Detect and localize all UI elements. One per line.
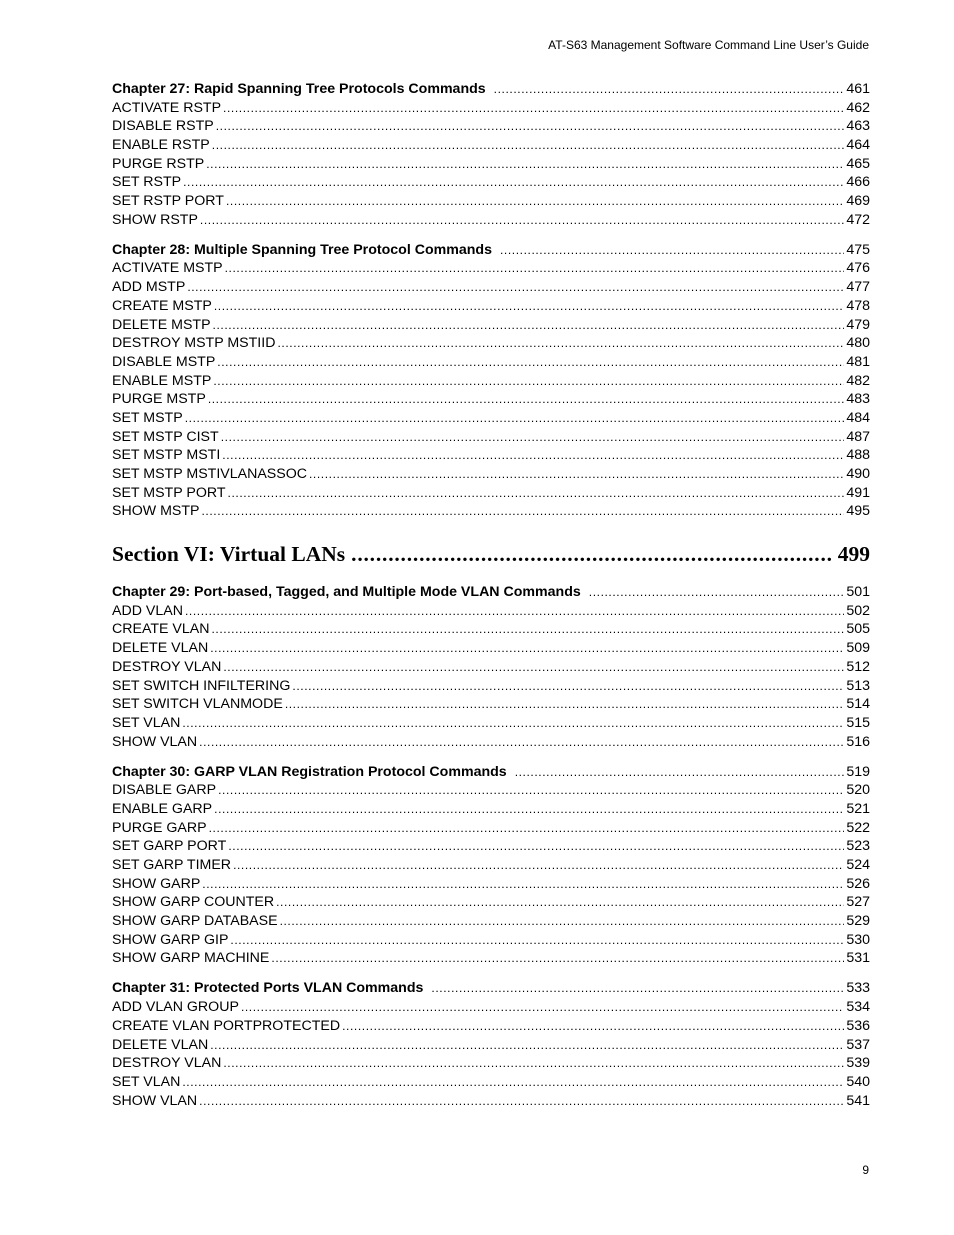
toc-entry[interactable] bbox=[112, 99, 870, 118]
entry-page: 482 bbox=[846, 372, 870, 389]
dot-leader bbox=[233, 856, 844, 875]
entry-page: 491 bbox=[846, 484, 870, 501]
entry-title: DELETE VLAN bbox=[112, 640, 209, 657]
dot-leader bbox=[185, 409, 845, 428]
toc-entry[interactable] bbox=[112, 409, 870, 428]
entry-title: SHOW VLAN bbox=[112, 1092, 198, 1109]
toc-entry[interactable] bbox=[112, 278, 870, 297]
entry-title: SHOW GARP COUNTER bbox=[112, 894, 275, 911]
section-title: Section VI: Virtual LANs bbox=[112, 542, 346, 567]
toc-entry[interactable] bbox=[112, 677, 870, 696]
entry-page: 462 bbox=[846, 99, 870, 116]
dot-leader bbox=[228, 484, 845, 503]
dot-leader bbox=[225, 259, 845, 278]
entry-page: 514 bbox=[846, 696, 870, 713]
dot-leader bbox=[500, 241, 844, 260]
dot-leader bbox=[212, 136, 845, 155]
toc-chapter-heading[interactable] bbox=[112, 241, 870, 260]
dot-leader bbox=[351, 533, 832, 575]
entry-title: ENABLE RSTP bbox=[112, 137, 210, 154]
dot-leader bbox=[202, 502, 845, 521]
toc-entry[interactable] bbox=[112, 781, 870, 800]
entry-page: 505 bbox=[846, 621, 870, 638]
entry-page: 541 bbox=[846, 1092, 870, 1109]
dot-leader bbox=[216, 117, 845, 136]
chapter-title: Chapter 27: Rapid Spanning Tree Protocols Commands bbox=[112, 81, 486, 97]
entry-page: 464 bbox=[846, 137, 870, 154]
toc-entry[interactable] bbox=[112, 297, 870, 316]
entry-page: 520 bbox=[846, 782, 870, 799]
toc-entry[interactable] bbox=[112, 931, 870, 950]
chapter-page: 475 bbox=[846, 241, 870, 258]
toc-entry[interactable] bbox=[112, 465, 870, 484]
toc-entry[interactable] bbox=[112, 155, 870, 174]
entry-title: CREATE MSTP bbox=[112, 297, 212, 314]
entry-page: 490 bbox=[846, 466, 870, 483]
entry-page: 513 bbox=[846, 677, 870, 694]
entry-page: 469 bbox=[846, 193, 870, 210]
entry-title: SET MSTP bbox=[112, 409, 183, 426]
entry-title: ADD VLAN bbox=[112, 602, 183, 619]
toc-chapter-heading[interactable] bbox=[112, 763, 870, 782]
dot-leader bbox=[342, 1017, 844, 1036]
dot-leader bbox=[223, 99, 844, 118]
toc-entry[interactable] bbox=[112, 620, 870, 639]
dot-leader bbox=[182, 1073, 844, 1092]
toc-entry[interactable] bbox=[112, 819, 870, 838]
chapter-title: Chapter 31: Protected Ports VLAN Commands bbox=[112, 980, 424, 997]
toc-chapter-heading[interactable] bbox=[112, 979, 870, 998]
dot-leader bbox=[285, 695, 845, 714]
toc-chapter-heading[interactable] bbox=[112, 80, 870, 99]
dot-leader bbox=[199, 733, 844, 752]
dot-leader bbox=[309, 465, 844, 484]
dot-leader bbox=[209, 819, 845, 838]
entry-title: PURGE GARP bbox=[112, 819, 207, 836]
entry-page: 524 bbox=[846, 857, 870, 874]
entry-page: 531 bbox=[846, 950, 870, 967]
dot-leader bbox=[276, 893, 844, 912]
entry-title: SHOW VLAN bbox=[112, 733, 198, 750]
dot-leader bbox=[182, 714, 844, 733]
toc-entry[interactable] bbox=[112, 893, 870, 912]
toc-entry[interactable] bbox=[112, 173, 870, 192]
entry-title: SET SWITCH INFILTERING bbox=[112, 677, 291, 694]
toc-entry[interactable] bbox=[112, 484, 870, 503]
entry-page: 472 bbox=[846, 211, 870, 228]
toc-entry[interactable] bbox=[112, 837, 870, 856]
dot-leader bbox=[212, 620, 845, 639]
dot-leader bbox=[271, 949, 844, 968]
dot-leader bbox=[223, 658, 844, 677]
toc-entry[interactable] bbox=[112, 353, 870, 372]
entry-title: SHOW MSTP bbox=[112, 503, 200, 520]
dot-leader bbox=[494, 80, 845, 99]
entry-title: DESTROY MSTP MSTIID bbox=[112, 335, 276, 352]
entry-page: 479 bbox=[846, 316, 870, 333]
entry-page: 480 bbox=[846, 335, 870, 352]
toc-entry[interactable] bbox=[112, 714, 870, 733]
toc-entry[interactable] bbox=[112, 856, 870, 875]
dot-leader bbox=[208, 390, 845, 409]
chapter-title: Chapter 28: Multiple Spanning Tree Protocol Commands bbox=[112, 241, 492, 258]
entry-page: 477 bbox=[846, 279, 870, 296]
entry-title: SET RSTP bbox=[112, 174, 182, 191]
entry-page: 509 bbox=[846, 640, 870, 657]
section-page: 499 bbox=[837, 542, 870, 567]
toc-entry[interactable] bbox=[112, 1054, 870, 1073]
dot-leader bbox=[214, 297, 844, 316]
entry-title: SET VLAN bbox=[112, 714, 181, 731]
entry-page: 484 bbox=[846, 409, 870, 426]
entry-title: DISABLE RSTP bbox=[112, 118, 214, 135]
entry-page: 521 bbox=[846, 800, 870, 817]
toc-entry[interactable] bbox=[112, 428, 870, 447]
entry-page: 527 bbox=[846, 894, 870, 911]
entry-page: 529 bbox=[846, 913, 870, 930]
entry-title: SET VLAN bbox=[112, 1073, 181, 1090]
toc-entry[interactable] bbox=[112, 875, 870, 894]
dot-leader bbox=[230, 931, 844, 950]
entry-title: SHOW GARP bbox=[112, 875, 201, 892]
entry-page: 536 bbox=[846, 1017, 870, 1034]
entry-page: 526 bbox=[846, 875, 870, 892]
dot-leader bbox=[213, 372, 844, 391]
entry-title: SHOW GARP MACHINE bbox=[112, 950, 270, 967]
entry-title: DESTROY VLAN bbox=[112, 1055, 222, 1072]
toc-entry[interactable] bbox=[112, 949, 870, 968]
toc-entry[interactable] bbox=[112, 1073, 870, 1092]
entry-page: 478 bbox=[846, 297, 870, 314]
toc-entry[interactable] bbox=[112, 192, 870, 211]
entry-title: SHOW GARP DATABASE bbox=[112, 913, 278, 930]
toc-entry[interactable] bbox=[112, 1092, 870, 1111]
toc-entry[interactable] bbox=[112, 1036, 870, 1055]
entry-title: SHOW RSTP bbox=[112, 211, 198, 228]
dot-leader bbox=[199, 1092, 844, 1111]
chapter-spacer bbox=[112, 230, 870, 241]
entry-page: 483 bbox=[846, 391, 870, 408]
entry-title: DELETE MSTP bbox=[112, 316, 211, 333]
dot-leader bbox=[200, 211, 844, 230]
dot-leader bbox=[228, 837, 844, 856]
entry-title: PURGE RSTP bbox=[112, 155, 205, 172]
entry-title: DELETE VLAN bbox=[112, 1036, 209, 1053]
dot-leader bbox=[241, 998, 844, 1017]
entry-page: 502 bbox=[846, 602, 870, 619]
dot-leader bbox=[218, 781, 844, 800]
page-number: 9 bbox=[862, 1163, 869, 1177]
dot-leader bbox=[202, 875, 844, 894]
entry-page: 463 bbox=[846, 118, 870, 135]
dot-leader bbox=[206, 155, 844, 174]
chapter-spacer bbox=[112, 751, 870, 762]
dot-leader bbox=[280, 912, 845, 931]
toc-chapter-heading[interactable] bbox=[112, 583, 870, 602]
toc-entry[interactable] bbox=[112, 117, 870, 136]
toc-entry[interactable] bbox=[112, 639, 870, 658]
dot-leader bbox=[183, 173, 844, 192]
entry-title: DESTROY VLAN bbox=[112, 658, 222, 675]
entry-title: DISABLE GARP bbox=[112, 782, 217, 799]
entry-page: 537 bbox=[846, 1036, 870, 1053]
entry-title: CREATE VLAN bbox=[112, 621, 210, 638]
entry-title: SET MSTP CIST bbox=[112, 428, 219, 445]
entry-page: 534 bbox=[846, 999, 870, 1016]
entry-title: ADD VLAN GROUP bbox=[112, 999, 239, 1016]
entry-page: 515 bbox=[846, 714, 870, 731]
entry-title: SET GARP PORT bbox=[112, 838, 227, 855]
dot-leader bbox=[213, 316, 845, 335]
toc-entry[interactable] bbox=[112, 912, 870, 931]
chapter-page: 519 bbox=[846, 763, 870, 780]
dot-leader bbox=[221, 428, 845, 447]
entry-title: SET GARP TIMER bbox=[112, 857, 232, 874]
entry-title: CREATE VLAN PORTPROTECTED bbox=[112, 1017, 341, 1034]
toc-entry[interactable] bbox=[112, 800, 870, 819]
dot-leader bbox=[217, 353, 844, 372]
entry-page: 539 bbox=[846, 1055, 870, 1072]
entry-page: 495 bbox=[846, 503, 870, 520]
toc-entry[interactable] bbox=[112, 446, 870, 465]
dot-leader bbox=[187, 278, 844, 297]
chapter-spacer bbox=[112, 968, 870, 979]
entry-title: ENABLE GARP bbox=[112, 800, 213, 817]
toc-entry[interactable] bbox=[112, 1017, 870, 1036]
entry-page: 530 bbox=[846, 931, 870, 948]
dot-leader bbox=[277, 334, 844, 353]
entry-page: 523 bbox=[846, 838, 870, 855]
dot-leader bbox=[589, 583, 845, 602]
chapter-title: Chapter 29: Port-based, Tagged, and Multiple Mode VLAN Commands bbox=[112, 584, 581, 601]
entry-page: 540 bbox=[846, 1073, 870, 1090]
dot-leader bbox=[214, 800, 844, 819]
entry-title: SHOW GARP GIP bbox=[112, 931, 229, 948]
toc-entry[interactable] bbox=[112, 316, 870, 335]
chapter-title: Chapter 30: GARP VLAN Registration Protocol Commands bbox=[112, 763, 507, 780]
entry-page: 466 bbox=[846, 174, 870, 191]
toc-entry[interactable] bbox=[112, 658, 870, 677]
running-header: AT-S63 Management Software Command Line User’s Guide bbox=[548, 38, 869, 52]
table-of-contents bbox=[112, 80, 870, 1110]
chapter-page: 461 bbox=[846, 81, 870, 97]
toc-entry[interactable] bbox=[112, 259, 870, 278]
entry-page: 481 bbox=[846, 353, 870, 370]
entry-page: 522 bbox=[846, 819, 870, 836]
toc-entry[interactable] bbox=[112, 136, 870, 155]
entry-page: 488 bbox=[846, 447, 870, 464]
entry-title: SET MSTP PORT bbox=[112, 484, 226, 501]
entry-title: ACTIVATE MSTP bbox=[112, 260, 223, 277]
chapter-page: 501 bbox=[846, 584, 870, 601]
dot-leader bbox=[223, 1054, 844, 1073]
toc-entry[interactable] bbox=[112, 733, 870, 752]
entry-page: 516 bbox=[846, 733, 870, 750]
toc-entry[interactable] bbox=[112, 502, 870, 521]
toc-entry[interactable] bbox=[112, 602, 870, 621]
entry-title: ADD MSTP bbox=[112, 279, 186, 296]
toc-entry[interactable] bbox=[112, 211, 870, 230]
entry-title: SET SWITCH VLANMODE bbox=[112, 696, 283, 713]
entry-title: SET MSTP MSTI bbox=[112, 447, 221, 464]
toc-entry[interactable] bbox=[112, 998, 870, 1017]
toc-section-heading[interactable] bbox=[112, 533, 870, 575]
entry-page: 487 bbox=[846, 428, 870, 445]
entry-page: 512 bbox=[846, 658, 870, 675]
toc-entry[interactable] bbox=[112, 334, 870, 353]
entry-title: ENABLE MSTP bbox=[112, 372, 212, 389]
dot-leader bbox=[431, 979, 844, 998]
dot-leader bbox=[292, 677, 844, 696]
dot-leader bbox=[222, 446, 844, 465]
entry-title: DISABLE MSTP bbox=[112, 353, 216, 370]
dot-leader bbox=[185, 602, 844, 621]
chapter-page: 533 bbox=[846, 980, 870, 997]
toc-entry[interactable] bbox=[112, 390, 870, 409]
entry-title: PURGE MSTP bbox=[112, 391, 206, 408]
dot-leader bbox=[210, 639, 844, 658]
entry-title: ACTIVATE RSTP bbox=[112, 99, 222, 116]
entry-title: SET MSTP MSTIVLANASSOC bbox=[112, 466, 307, 483]
entry-title: SET RSTP PORT bbox=[112, 193, 224, 210]
toc-entry[interactable] bbox=[112, 695, 870, 714]
toc-entry[interactable] bbox=[112, 372, 870, 391]
entry-page: 465 bbox=[846, 155, 870, 172]
dot-leader bbox=[515, 763, 845, 782]
dot-leader bbox=[210, 1036, 844, 1055]
entry-page: 476 bbox=[846, 260, 870, 277]
dot-leader bbox=[226, 192, 844, 211]
